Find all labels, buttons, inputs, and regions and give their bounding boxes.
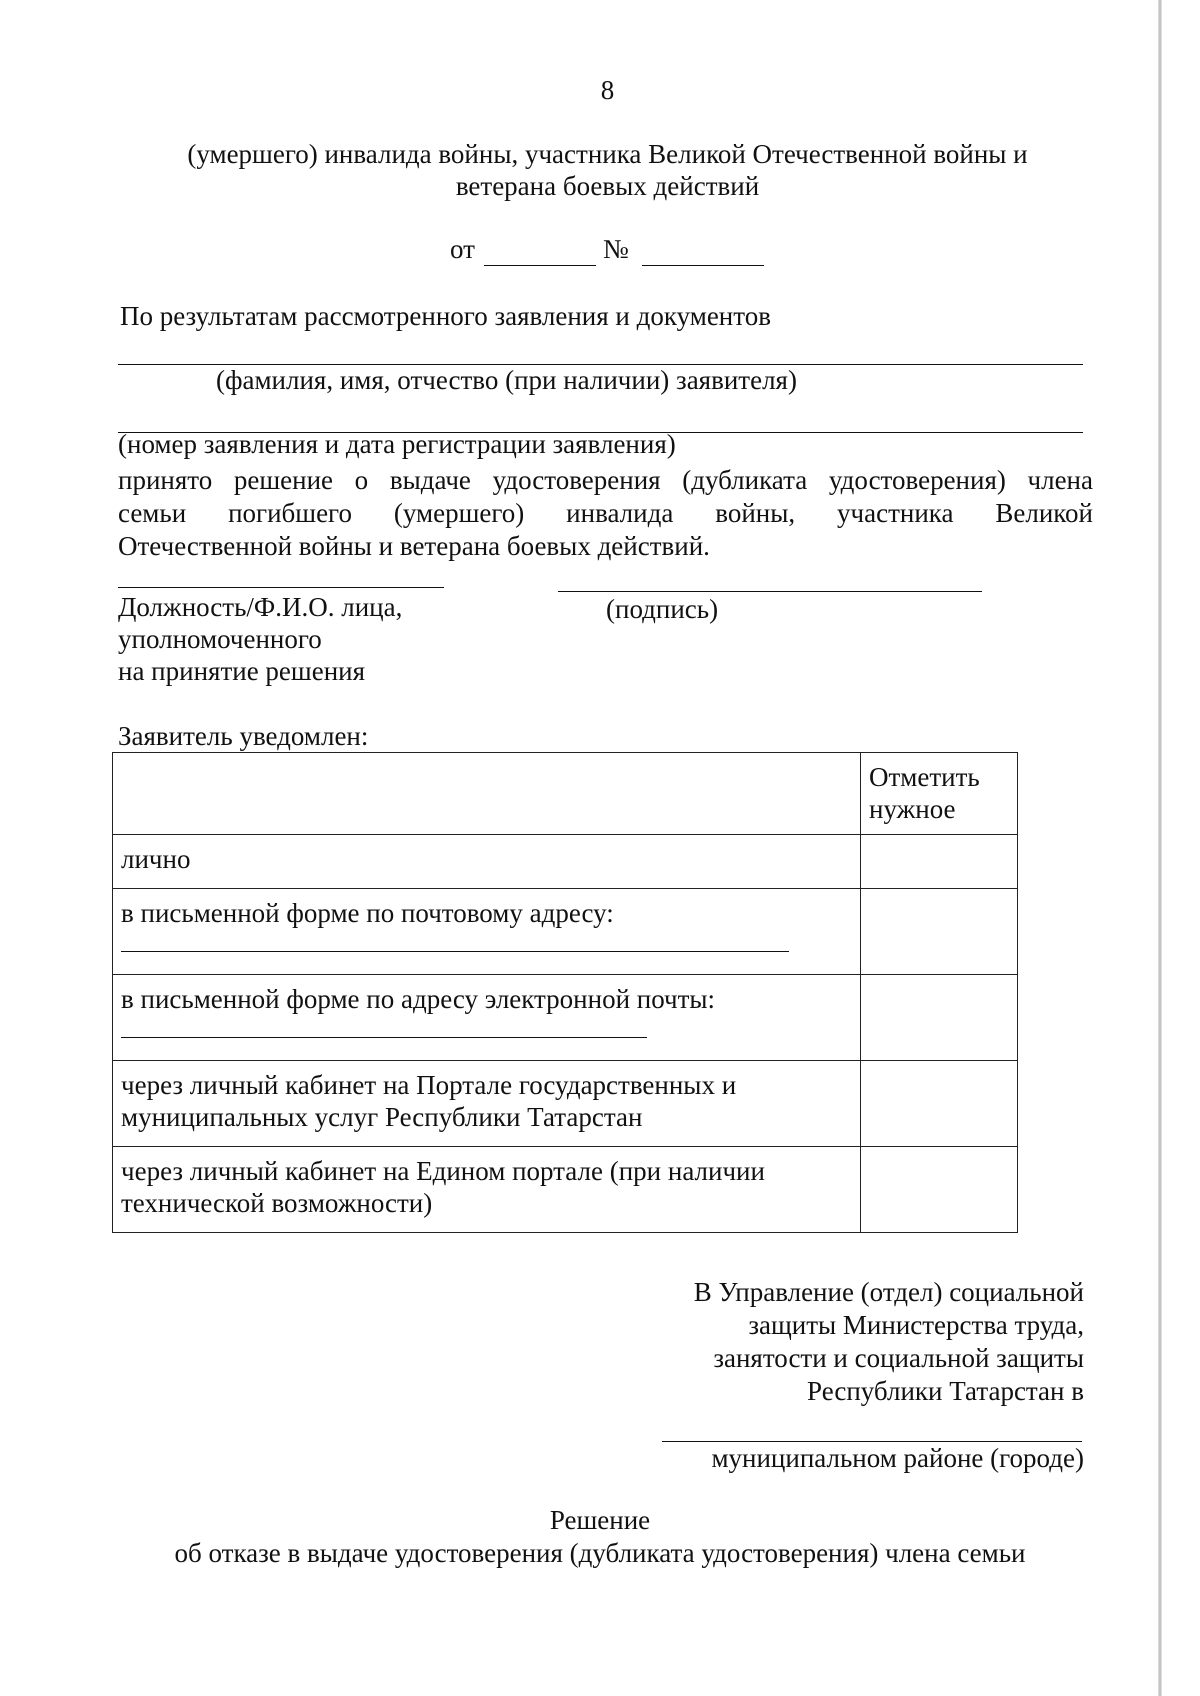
notification-table [112, 752, 1018, 1233]
option-postal [113, 889, 861, 975]
option-text: в письменной форме по почтовому адресу: [121, 898, 614, 928]
scan-edge-artifact [1158, 0, 1162, 1696]
addressee-line-2: защиты Министерства труда, [748, 1310, 1084, 1340]
header-line-1: (умершего) инвалида войны, участника Великой Отечественной войны и [187, 139, 1028, 169]
intro-text: По результатам рассмотренного заявления и документов [120, 301, 771, 331]
option-text: лично [121, 844, 191, 874]
table-row [113, 1061, 1018, 1147]
official-caption-line-3: на принятие решения [118, 656, 366, 686]
header-empty-cell [113, 753, 861, 835]
number-sign: № [603, 234, 629, 264]
addressee-line-1: В Управление (отдел) социальной [693, 1277, 1084, 1307]
mark-header-cell [861, 753, 1018, 835]
table-row [113, 835, 1018, 889]
official-caption-line-2: уполномоченного [118, 624, 322, 654]
table-row [113, 889, 1018, 975]
postal-address-line [121, 951, 789, 952]
notification-label: Заявитель уведомлен: [118, 721, 369, 751]
date-blank-line [484, 265, 596, 266]
option-text: через личный кабинет на Едином портале (при наличии технической возможности) [121, 1156, 765, 1218]
date-prefix: от [450, 234, 475, 264]
table-row [113, 1147, 1018, 1233]
header-line-2: ветерана боевых действий [455, 171, 760, 201]
mark-cell-regional-portal[interactable] [861, 1061, 1018, 1147]
number-blank-line [642, 265, 764, 266]
mark-header-text: Отметить нужное [869, 762, 980, 824]
option-text: через личный кабинет на Портале государственных и муниципальных услуг Республики Татарстан [121, 1070, 737, 1132]
decision-line-2: семьи погибшего (умершего) инвалида войны, участника Великой [118, 498, 1093, 528]
option-unified-portal [113, 1147, 861, 1233]
mark-cell-in-person[interactable] [861, 835, 1018, 889]
option-in-person [113, 835, 861, 889]
official-caption-line-1: Должность/Ф.И.О. лица, [118, 592, 403, 622]
option-regional-portal [113, 1061, 861, 1147]
option-text: в письменной форме по адресу электронной почты: [121, 984, 716, 1014]
addressee-line-3: занятости и социальной защиты [713, 1343, 1084, 1373]
option-email [113, 975, 861, 1061]
refusal-title: Решение [549, 1505, 651, 1535]
page-number: 8 [600, 75, 615, 105]
table-header-row [113, 753, 1018, 835]
decision-line-3: Отечественной войны и ветерана боевых действий. [118, 531, 710, 561]
mark-cell-unified-portal[interactable] [861, 1147, 1018, 1233]
table-row [113, 975, 1018, 1061]
addressee-line-5: муниципальном районе (городе) [711, 1443, 1084, 1473]
mark-cell-postal[interactable] [861, 889, 1018, 975]
refusal-subtitle: об отказе в выдаче удостоверения (дубликата удостоверения) члена семьи [174, 1538, 1026, 1568]
signature-caption: (подпись) [606, 594, 719, 624]
official-signature-line [118, 587, 444, 588]
mark-cell-email[interactable] [861, 975, 1018, 1061]
caption-application-number: (номер заявления и дата регистрации заявления) [118, 429, 676, 459]
addressee-line-4: Республики Татарстан в [807, 1376, 1084, 1406]
decision-line-1: принято решение о выдаче удостоверения (дубликата удостоверения) члена [118, 465, 1093, 495]
signature-line [558, 591, 982, 592]
caption-applicant-name: (фамилия, имя, отчество (при наличии) заявителя) [216, 365, 797, 395]
email-address-line [121, 1037, 647, 1038]
